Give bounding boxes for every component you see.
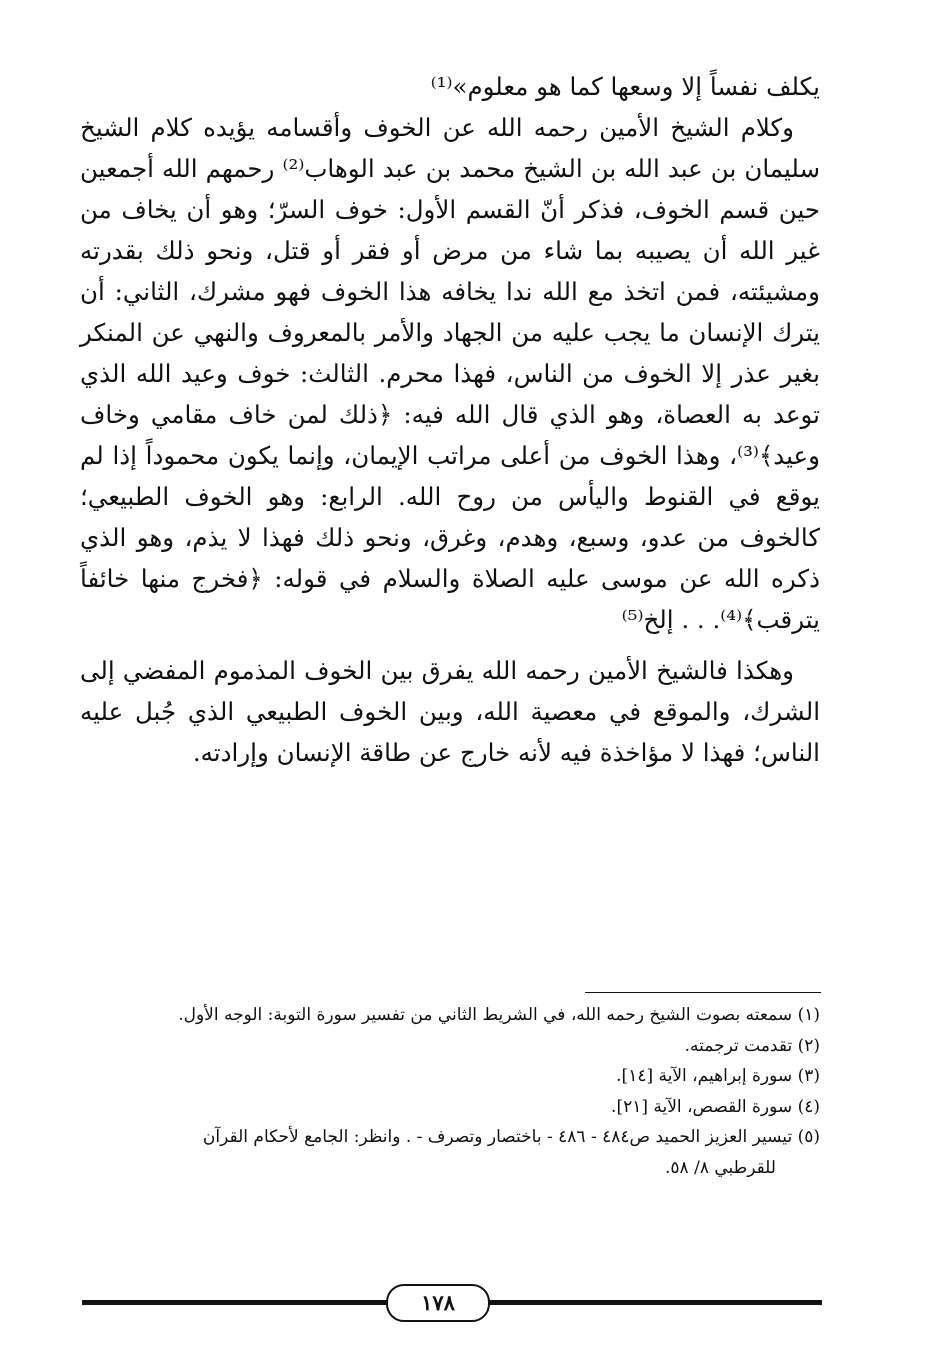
paragraph-conclusion: وهكذا فالشيخ الأمين رحمه الله يفرق بين الخوف المذموم المفضي إلى الشرك، والموقع في معصية الله، وبين الخوف الطبيعي الذي جُبل عليه الناس؛ فهذا لا مؤاخذة فيه لأنه خارج عن طاقة الإنسان وإرادته. — [80, 656, 820, 767]
footnote-3: (٣) سورة إبراهيم، الآية [١٤]. — [616, 1066, 820, 1086]
footnote-separator — [585, 992, 821, 993]
page-number: ١٧٨ — [386, 1284, 490, 1322]
footnote-4: (٤) سورة القصص، الآية [٢١]. — [611, 1096, 820, 1117]
footnote-1: (١) سمعته بصوت الشيخ رحمه الله، في الشريط الثاني من تفسير سورة التوبة: الوجه الأول. — [178, 1005, 820, 1025]
footnote-5 — [80, 1122, 820, 1183]
footnote-2: (٢) تقدمت ترجمته. — [684, 1035, 820, 1056]
footnote-5-line-2: للقرطبي ٨/ ٥٨. — [665, 1157, 776, 1178]
footnote-5-line-1: (٥) تيسير العزيز الحميد ص٤٨٤ - ٤٨٦ - باختصار وتصرف - . وانظر: الجامع لأحكام القرآن — [202, 1127, 820, 1147]
paragraph-continuation: يكلف نفساً إلا وسعها كما هو معلوم»⁽¹⁾ — [430, 72, 820, 101]
footnotes — [80, 1000, 820, 1183]
paragraph-fear-categories: وكلام الشيخ الأمين رحمه الله عن الخوف وأقسامه يؤيده كلام الشيخ سليمان بن عبد الله بن الشيخ محمد بن عبد الوهاب⁽²⁾ رحمهم الله أجمعين حين قسم الخوف، فذكر أنّ القسم الأول: خوف السرّ؛ وهو أن يخاف من غير الله أن يصيبه بما شاء من مرض أو فقر أو قتل، ونحو ذلك بقدرته ومشيئته، فمن اتخذ مع الله ندا يخافه هذا الخوف فهو مشرك، الثاني: أن يترك الإنسان ما يجب عليه من الجهاد والأمر بالمعروف والنهي عن المنكر بغير عذر إلا الخوف من الناس، فهذا محرم. الثالث: خوف وعيد الله الذي توعد به العصاة، وهو الذي قال الله فيه: ﴿ذلك لمن خاف مقامي وخاف وعيد﴾⁽³⁾، وهذا الخوف من أعلى مراتب الإيمان، وإنما يكون محموداً إذا لم يوقع في القنوط واليأس من روح الله. الرابع: وهو الخوف الطبيعي؛ كالخوف من عدو، وسبع، وهدم، وغرق، ونحو ذلك فهذا لا يذم، وهو الذي ذكره الله عن موسى عليه الصلاة والسلام في قوله: ﴿فخرج منها خائفاً يترقب﴾⁽⁴⁾. . . إلخ⁽⁵⁾ — [80, 113, 820, 634]
body-text — [80, 66, 820, 773]
